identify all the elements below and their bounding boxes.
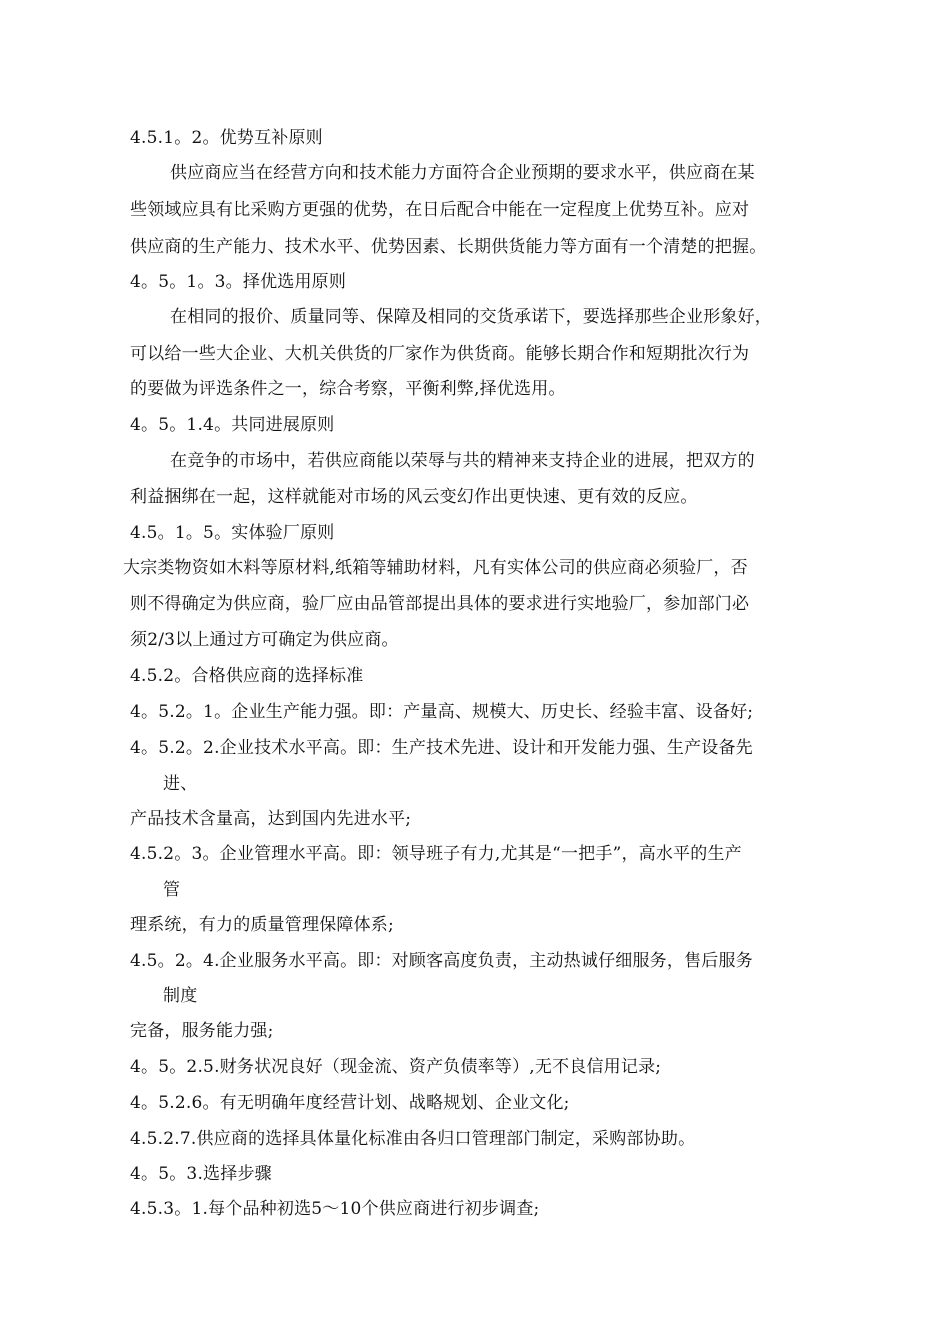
criteria-item: 4.5.2。3。企业管理水平高。即：领导班子有力,尤其是“一把手”，高水平的生产: [130, 844, 742, 864]
criteria-item: 4。5.2。1。企业生产能力强。即：产量高、规模大、历史长、经验丰富、设备好;: [130, 702, 754, 722]
paragraph-line: 的要做为评选条件之一，综合考察，平衡利弊,择优选用。: [130, 379, 566, 399]
criteria-item-continuation: 产品技术含量高，达到国内先进水平;: [130, 809, 412, 829]
step-item: 4.5.3。1.每个品种初选5～10个供应商进行初步调查;: [130, 1199, 540, 1219]
criteria-item: 4.5。2。4.企业服务水平高。即：对顾客高度负责，主动热诚仔细服务，售后服务: [130, 951, 753, 971]
paragraph-line: 供应商应当在经营方向和技术能力方面符合企业预期的要求水平，供应商在某: [170, 163, 755, 183]
criteria-item: 4。5.2.6。有无明确年度经营计划、战略规划、企业文化;: [130, 1093, 570, 1113]
criteria-item-wrap: 制度: [163, 986, 198, 1006]
criteria-item-continuation: 理系统，有力的质量管理保障体系;: [130, 915, 394, 935]
paragraph-line: 须2/3以上通过方可确定为供应商。: [130, 630, 399, 650]
criteria-item-wrap: 进、: [163, 774, 198, 794]
heading-4-5-1-3: 4。5。1。3。择优选用原则: [130, 272, 347, 292]
paragraph-line: 大宗类物资如木料等原材料,纸箱等辅助材料，凡有实体公司的供应商必须验厂，否: [123, 558, 748, 578]
heading-4-5-1-4: 4。5。1.4。共同进展原则: [130, 415, 335, 435]
criteria-item: 4。5.2。2.企业技术水平高。即：生产技术先进、设计和开发能力强、生产设备先: [130, 738, 753, 758]
paragraph-line: 利益捆绑在一起，这样就能对市场的风云变幻作出更快速、更有效的反应。: [130, 487, 698, 507]
paragraph-line: 供应商的生产能力、技术水平、优势因素、长期供货能力等方面有一个清楚的把握。: [130, 237, 767, 257]
criteria-item: 4.5.2.7.供应商的选择具体量化标准由各归口管理部门制定，采购部协助。: [130, 1129, 696, 1149]
heading-4-5-2: 4.5.2。合格供应商的选择标准: [130, 666, 364, 686]
paragraph-line: 些领域应具有比采购方更强的优势，在日后配合中能在一定程度上优势互补。应对: [130, 200, 750, 220]
heading-4-5-1-2: 4.5.1。2。优势互补原则: [130, 128, 323, 148]
heading-4-5-3: 4。5。3.选择步骤: [130, 1164, 272, 1184]
criteria-item-wrap: 管: [163, 880, 181, 900]
paragraph-line: 在相同的报价、质量同等、保障及相同的交货承诺下，要选择那些企业形象好，: [170, 307, 772, 327]
paragraph-line: 可以给一些大企业、大机关供货的厂家作为供货商。能够长期合作和短期批次行为: [130, 344, 750, 364]
paragraph-line: 在竞争的市场中，若供应商能以荣辱与共的精神来支持企业的进展，把双方的: [170, 451, 755, 471]
criteria-item: 4。5。2.5.财务状况良好（现金流、资产负债率等）,无不良信用记录;: [130, 1057, 662, 1077]
criteria-item-continuation: 完备，服务能力强;: [130, 1021, 274, 1041]
heading-4-5-1-5: 4.5。1。5。实体验厂原则: [130, 523, 335, 543]
paragraph-line: 则不得确定为供应商，验厂应由品管部提出具体的要求进行实地验厂，参加部门必: [130, 594, 750, 614]
